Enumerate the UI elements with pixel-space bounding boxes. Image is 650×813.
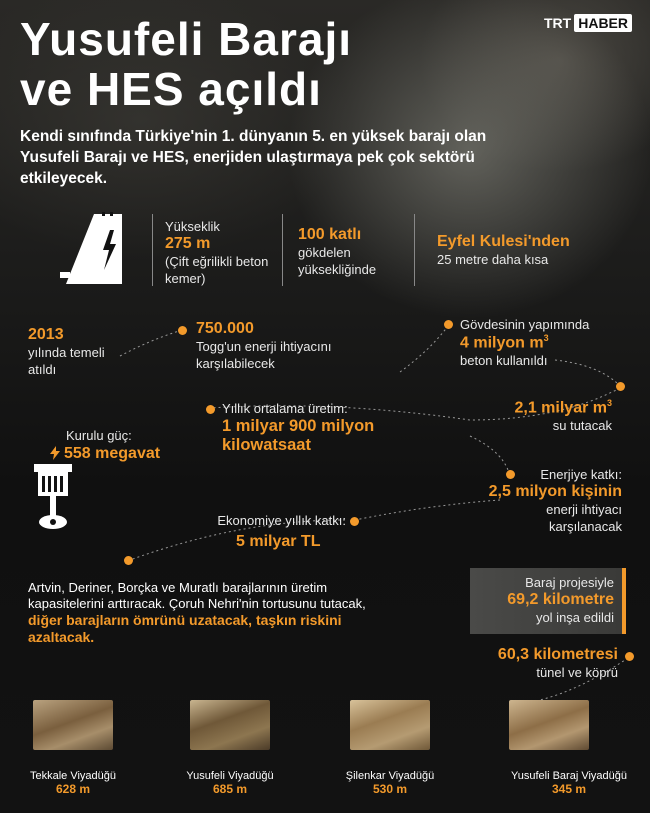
production-fact bbox=[222, 400, 452, 455]
concrete-value: 4 milyon m bbox=[460, 334, 544, 352]
concrete-text: beton kullanıldı bbox=[460, 353, 548, 369]
viaduct-name: Yusufeli Viyadüğü bbox=[186, 770, 274, 782]
energy-label: Enerjiye katkı: bbox=[540, 467, 622, 482]
viaduct-name: Yusufeli Baraj Viyadüğü bbox=[511, 770, 627, 782]
viaduct-name: Tekkale Viyadüğü bbox=[29, 770, 117, 782]
energy-text: enerji ihtiyacı karşılanacak bbox=[546, 502, 622, 534]
road-label: Baraj projesiyle bbox=[525, 575, 614, 590]
year-text: yılında temeli atıldı bbox=[28, 345, 105, 377]
viaduct-item bbox=[325, 770, 455, 796]
height-label: Yükseklik bbox=[165, 219, 220, 234]
viaduct-length: 530 m bbox=[372, 782, 408, 796]
marker-dot bbox=[625, 652, 634, 661]
viaduct-length: 628 m bbox=[55, 782, 91, 796]
title-line1: Yusufeli Barajı bbox=[20, 13, 353, 65]
road-value: 69,2 kilometre bbox=[507, 591, 614, 608]
logo-part2: HABER bbox=[574, 14, 632, 32]
trt-haber-logo bbox=[544, 14, 632, 32]
viaduct-item bbox=[165, 770, 295, 796]
water-sup: 3 bbox=[606, 398, 612, 408]
tunnel-fact bbox=[460, 646, 618, 681]
production-label: Yıllık ortalama üretim: bbox=[222, 401, 348, 416]
floors-value: 100 katlı bbox=[298, 226, 362, 243]
height-value: 275 m bbox=[165, 235, 211, 252]
marker-dot bbox=[124, 556, 133, 565]
logo-part1: TRT bbox=[544, 15, 572, 31]
power-fact bbox=[66, 427, 196, 444]
concrete-fact bbox=[460, 316, 630, 369]
togg-value: 750.000 bbox=[196, 320, 254, 337]
viaduct-length: 685 m bbox=[212, 782, 248, 796]
togg-fact bbox=[196, 320, 396, 372]
marker-dot bbox=[444, 320, 453, 329]
water-text: su tutacak bbox=[552, 418, 612, 434]
production-value: 1 milyar 900 milyon kilowatsaat bbox=[222, 417, 375, 454]
rivers-text: Artvin, Deriner, Borçka ve Muratlı barajlarının üretim kapasitelerini arttıracak. Çoruh Nehri'nin tortusunu tutacak, bbox=[28, 580, 366, 611]
viaduct-item bbox=[494, 770, 644, 796]
viaduct-item bbox=[8, 770, 138, 796]
road-card bbox=[470, 568, 626, 634]
viaduct-length: 345 m bbox=[551, 782, 587, 796]
concrete-label: Gövdesinin yapımında bbox=[460, 317, 590, 332]
title-line2: ve HES açıldı bbox=[20, 63, 322, 115]
floors-text: gökdelen yüksekliğinde bbox=[298, 245, 377, 277]
viaduct-name: Şilenkar Viyadüğü bbox=[345, 770, 435, 782]
turbine-icon bbox=[32, 462, 74, 539]
concrete-sup: 3 bbox=[543, 333, 549, 343]
divider bbox=[282, 214, 283, 286]
energy-fact bbox=[454, 466, 622, 535]
height-stat bbox=[165, 218, 275, 287]
intro-text: Kendi sınıfında Türkiye'nin 1. dünyanın 5. en yüksek barajı olan Yusufeli Barajı ve HES, enerjiden ulaştırmaya pek çok sektörü etkileyecek. bbox=[20, 128, 487, 187]
height-note: (Çift eğrilikli beton kemer) bbox=[165, 254, 269, 286]
marker-dot bbox=[616, 382, 625, 391]
eiffel-text: 25 metre daha kısa bbox=[437, 252, 549, 267]
tunnel-text: tünel ve köprü bbox=[536, 665, 618, 680]
viaduct-photo bbox=[33, 700, 113, 750]
rivers-highlight: diğer barajların ömrünü uzatacak, taşkın riskini azaltacak. bbox=[28, 612, 342, 645]
marker-dot bbox=[206, 405, 215, 414]
eiffel-value: Eyfel Kulesi'nden bbox=[437, 233, 570, 250]
economy-fact bbox=[176, 512, 346, 529]
eiffel-stat bbox=[437, 233, 627, 268]
energy-value: 2,5 milyon kişinin bbox=[488, 483, 622, 500]
year-fact bbox=[28, 326, 128, 378]
togg-text: Togg'un enerji ihtiyacını karşılabilecek bbox=[196, 339, 332, 371]
economy-value: 5 milyar TL bbox=[236, 533, 321, 550]
page-title bbox=[20, 14, 352, 114]
marker-dot bbox=[178, 326, 187, 335]
tunnel-value: 60,3 kilometresi bbox=[497, 646, 618, 663]
divider bbox=[152, 214, 153, 286]
water-value: 2,1 milyar m bbox=[514, 399, 607, 417]
floors-stat bbox=[298, 226, 406, 278]
economy-label: Ekonomiye yıllık katkı: bbox=[217, 513, 346, 528]
road-text: yol inşa edildi bbox=[535, 610, 614, 625]
year-value: 2013 bbox=[28, 326, 64, 343]
viaduct-photo bbox=[190, 700, 270, 750]
dam-icon bbox=[58, 212, 128, 291]
viaduct-photo bbox=[509, 700, 589, 750]
viaduct-photo bbox=[350, 700, 430, 750]
power-value: 558 megavat bbox=[64, 445, 161, 462]
rivers-fact bbox=[28, 580, 378, 646]
marker-dot bbox=[350, 517, 359, 526]
power-label: Kurulu güç: bbox=[66, 428, 132, 443]
water-fact bbox=[480, 398, 612, 434]
divider bbox=[414, 214, 415, 286]
